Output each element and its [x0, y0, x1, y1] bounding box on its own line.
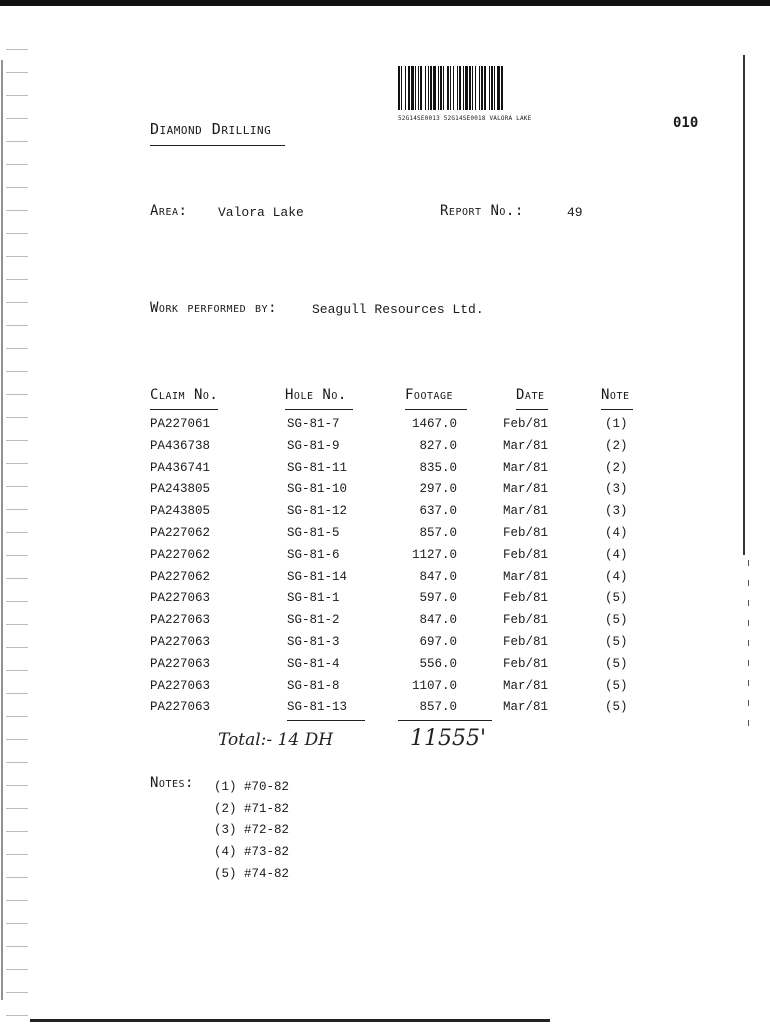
header-date-underline: [516, 409, 548, 410]
cell-hole: SG-81-2: [287, 613, 340, 628]
page-title: Diamond Drilling: [150, 120, 272, 138]
scan-top-border: [0, 0, 770, 6]
cell-footage: 1127.0: [411, 547, 457, 562]
cell-footage: 857.0: [419, 526, 457, 540]
cell-hole: SG-81-1: [287, 591, 340, 606]
cell-note: (5): [605, 635, 628, 649]
cell-date: Mar/81: [503, 700, 549, 715]
work-label: Work performed by:: [150, 300, 278, 316]
cell-note: (5): [605, 613, 628, 628]
cell-hole: SG-81-14: [287, 569, 348, 584]
cell-footage: 1467.0: [411, 417, 457, 431]
cell-note: (4): [605, 526, 628, 540]
area-value: Valora Lake: [218, 205, 304, 220]
cell-claim: PA436738: [150, 438, 211, 453]
cell-date: Feb/81: [503, 417, 549, 431]
cell-claim: PA227063: [150, 656, 211, 671]
work-value: Seagull Resources Ltd.: [312, 302, 484, 317]
cell-date: Mar/81: [503, 482, 549, 497]
total-footage-handwritten: 11555': [410, 726, 487, 751]
cell-date: Mar/81: [503, 504, 549, 519]
scan-bottom-border: [30, 1019, 550, 1022]
cell-note: (3): [605, 504, 628, 519]
cell-date: Mar/81: [503, 569, 549, 584]
cell-date: Mar/81: [503, 438, 549, 453]
cell-footage: 556.0: [419, 656, 457, 671]
cell-hole: SG-81-6: [287, 547, 340, 562]
note-item: (5) #74-82: [214, 867, 290, 881]
barcode: [398, 66, 616, 110]
footage-total-line: [398, 720, 492, 721]
cell-date: Feb/81: [503, 613, 549, 628]
page-code: 010: [673, 115, 699, 131]
cell-claim: PA227061: [150, 417, 211, 431]
cell-claim: PA436741: [150, 460, 211, 475]
cell-footage: 847.0: [419, 569, 457, 584]
cell-claim: PA243805: [150, 482, 211, 497]
cell-claim: PA243805: [150, 504, 211, 519]
barcode-bar: [503, 66, 504, 110]
cell-date: Mar/81: [503, 678, 549, 693]
cell-note: (2): [605, 460, 628, 475]
cell-date: Feb/81: [503, 526, 549, 540]
cell-date: Mar/81: [503, 460, 549, 475]
cell-footage: 637.0: [419, 504, 457, 519]
cell-note: (5): [605, 678, 628, 693]
cell-hole: SG-81-5: [287, 526, 340, 540]
header-note-underline: [601, 409, 633, 410]
cell-note: (5): [605, 591, 628, 606]
cell-footage: 827.0: [419, 438, 457, 453]
cell-date: Feb/81: [503, 635, 549, 649]
cell-claim: PA227063: [150, 591, 211, 606]
cell-footage: 697.0: [419, 635, 457, 649]
note-item: (4) #73-82: [214, 845, 290, 859]
note-item: (2) #71-82: [214, 802, 290, 816]
cell-claim: PA227062: [150, 526, 211, 540]
cell-footage: 857.0: [419, 700, 457, 715]
report-value: 49: [567, 205, 583, 220]
cell-hole: SG-81-8: [287, 678, 340, 693]
cell-hole: SG-81-12: [287, 504, 348, 519]
cell-hole: SG-81-7: [287, 417, 340, 431]
cell-note: (5): [605, 700, 628, 715]
cell-hole: SG-81-4: [287, 656, 340, 671]
area-label: Area:: [150, 203, 188, 219]
cell-claim: PA227063: [150, 700, 211, 715]
cell-footage: 847.0: [419, 613, 457, 628]
scan-left-edge-line: [1, 60, 3, 1000]
report-label: Report No.:: [440, 203, 524, 219]
cell-date: Feb/81: [503, 591, 549, 606]
cell-note: (3): [605, 482, 628, 497]
header-claim: Claim No.: [150, 387, 219, 403]
cell-claim: PA227063: [150, 678, 211, 693]
note-item: (3) #72-82: [214, 823, 290, 837]
header-footage-underline: [405, 409, 467, 410]
cell-date: Feb/81: [503, 547, 549, 562]
note-item: (1) #70-82: [214, 780, 290, 794]
header-footage: Footage: [405, 387, 454, 403]
title-underline: [150, 145, 285, 146]
cell-claim: PA227062: [150, 547, 211, 562]
header-hole-underline: [285, 409, 353, 410]
cell-hole: SG-81-9: [287, 438, 340, 453]
barcode-caption: 52G14SE0013 52G14SE0018 VALORA LAKE: [398, 115, 532, 122]
header-date: Date: [516, 387, 545, 403]
cell-claim: PA227062: [150, 569, 211, 584]
cell-note: (2): [605, 438, 628, 453]
cell-note: (4): [605, 547, 628, 562]
header-hole: Hole No.: [285, 387, 347, 403]
cell-footage: 1107.0: [411, 678, 457, 693]
hole-total-line: [287, 720, 365, 721]
header-claim-underline: [150, 409, 218, 410]
cell-footage: 835.0: [419, 460, 457, 475]
cell-claim: PA227063: [150, 635, 211, 649]
cell-footage: 597.0: [419, 591, 457, 606]
cell-note: (1): [605, 417, 628, 431]
cell-hole: SG-81-10: [287, 482, 348, 497]
header-note: Note: [601, 387, 630, 403]
cell-hole: SG-81-11: [287, 460, 348, 475]
cell-claim: PA227063: [150, 613, 211, 628]
cell-hole: SG-81-3: [287, 635, 340, 649]
cell-date: Feb/81: [503, 656, 549, 671]
cell-hole: SG-81-13: [287, 700, 348, 715]
cell-note: (5): [605, 656, 628, 671]
scan-right-edge-dashes: [748, 560, 749, 740]
cell-footage: 297.0: [419, 482, 457, 497]
scan-left-edge: [6, 40, 28, 1020]
cell-note: (4): [605, 569, 628, 584]
scan-right-edge: [743, 55, 745, 555]
notes-label: Notes:: [150, 775, 194, 791]
total-holes-handwritten: Total:- 14 DH: [218, 730, 334, 750]
